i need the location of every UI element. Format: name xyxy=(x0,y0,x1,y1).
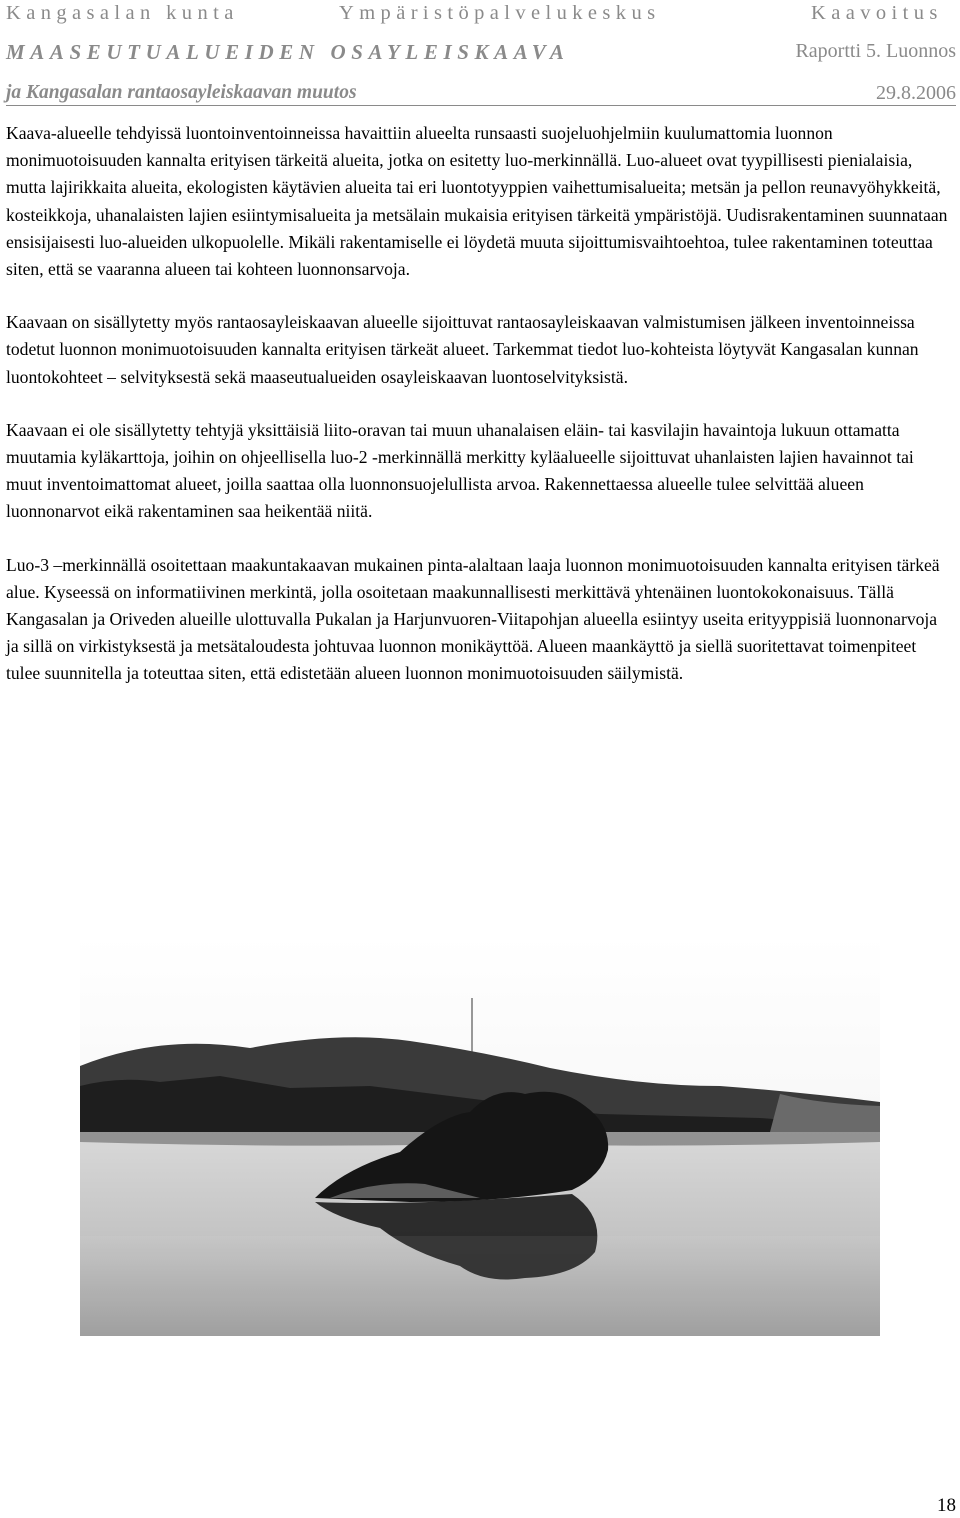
paragraph-luo-3: Luo-3 –merkinnällä osoitettaan maakuntakaavan mukainen pinta-alaltaan laaja luonnon monimuotoisuuden kannalta erityisen tärkeä alue. Kyseessä on informatiivinen merkintä, jolla osoitetaan maakunnallisesti merkittävä yhtenäinen luontokokonaisuus. Tällä Kangasalan ja Oriveden alueille ulottuvalla Pukalan ja Harjunvuoren-Viitapohjan alueella esiintyy useita erityyppisiä luonnonarvoja ja sillä on virkistyksestä ja metsätaloudesta johtuvaa luonnon monikäyttöä. Alueen maankäyttö ja siellä suoritettavat toimenpiteet tulee suunnitella ja toteuttaa siten, että edistetään alueen luonnon monimuotoisuuden säilymistä. xyxy=(6,554,940,684)
paragraph-liito-orava: Kaavaan ei ole sisällytetty tehtyjä yksittäisiä liito-oravan tai muun uhanalaisen eläin- tai kasvilajin havaintoja lukuun ottamatta muutamia kyläkarttoja, joihin on ohjeellisella luo-2 -merkinnällä merkitty kyläalueelle sijoittuvat uhanlaisten lajien havainnot tai muut inventoimattomat alueet, joilla saattaa olla luonnonsuojelullista arvoa. Rakennettaessa alueelle tulee selvittää alueen luonnonarvot eikä rakentaminen saa heikentää niitä. xyxy=(6,419,914,522)
body-text xyxy=(6,120,952,714)
header-department: Ympäristöpalvelukeskus xyxy=(339,2,661,24)
header-unit: Kaavoitus xyxy=(811,2,943,24)
header-report: Raportti 5. Luonnos xyxy=(795,40,956,62)
lake-island-photo xyxy=(80,936,880,1336)
paragraph-luo-alueet: Kaava-alueelle tehdyissä luontoinventoinneissa havaittiin alueelta runsaasti suojeluohjelmiin kuulumattomia luonnon monimuotoisuuden kannalta erityisen tärkeitä alueita, jotka on esitetty luo-merkinnällä. Luo-alueet ovat tyypillisesti pienialaisia, mutta lajirikkaita alueita, ekologisten käytävien alueita tai eri luontotyyppien vaihettumisalueita; metsän ja pellon reunavyöhykkeitä, kosteikkoja, uhanalaisten lajien esiintymisalueita ja metsälain mukaisia erityisen tärkeitä ympäristöjä. Uudisrakentaminen suunnataan ensisijaisesti luo-alueiden ulkopuolelle. Mikäli rakentamiselle ei löydetä muuta sijoittumisvaihtoehtoa, tulee rakentaminen toteuttaa siten, että se vaaranna alueen tai kohteen luonnonsarvoja. xyxy=(6,123,948,280)
header-line-1 xyxy=(6,2,956,28)
header-line-2 xyxy=(6,40,956,66)
paragraph-rantaosayleiskaava: Kaavaan on sisällytetty myös rantaosayleiskaavan alueelle sijoittuvat rantaosayleiskaavan valmistumisen jälkeen inventoinneissa todetut luonnon monimuotoisuuden kannalta erityisen tärkeät alueet. Tarkemmat tiedot luo-kohteista löytyvät Kangasalan kunnan luontokohteet – selvityksestä sekä maaseutualueiden osayleiskaavan luontoselvityksistä. xyxy=(6,312,919,387)
header-subtitle: ja Kangasalan rantaosayleiskaavan muutos xyxy=(6,82,357,103)
header-plan-title: MAASEUTUALUEIDEN OSAYLEISKAAVA xyxy=(6,40,570,64)
header-rule xyxy=(6,105,956,106)
page-number: 18 xyxy=(937,1495,956,1516)
header-date: 29.8.2006 xyxy=(876,82,956,104)
header-municipality: Kangasalan kunta xyxy=(6,2,239,24)
